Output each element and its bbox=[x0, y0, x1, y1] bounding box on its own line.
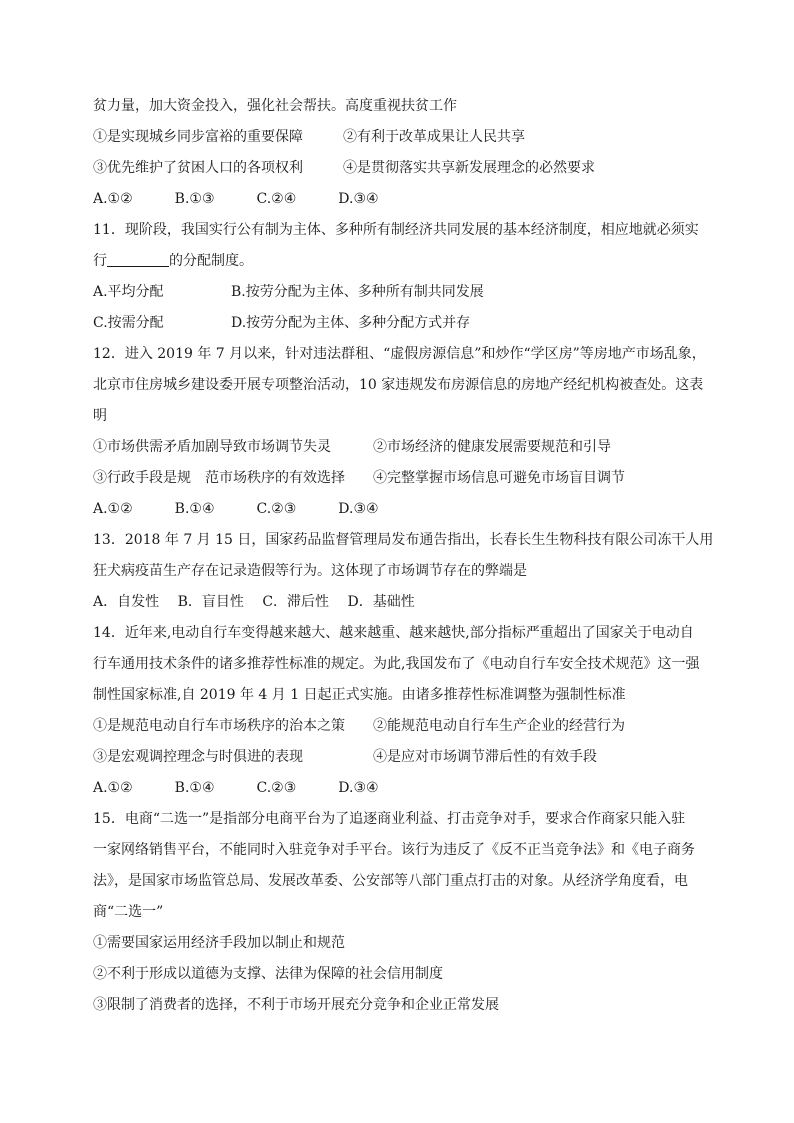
q10-statement-4: ④是贯彻落实共享新发展理念的必然要求 bbox=[343, 160, 595, 176]
q14-statements-row2 bbox=[93, 747, 713, 778]
q14-stem-line2: 行车通用技术条件的诸多推荐性标准的规定。为此,我国发布了《电动自行车安全技术规范》这一强 bbox=[93, 656, 700, 672]
q13-option-d: D．基础性 bbox=[347, 594, 415, 610]
q13-option-c: C．滞后性 bbox=[262, 594, 330, 610]
q12-option-c: C.②③ bbox=[256, 501, 297, 517]
q12-option-b: B.①④ bbox=[174, 501, 215, 517]
q12-stem-line3: 明 bbox=[93, 408, 107, 424]
q15-stem-line2: 一家网络销售平台，不能同时入驻竞争对手平台。该行为违反了《反不正当竞争法》和《电子商务 bbox=[93, 842, 695, 858]
q14-option-b: B.①④ bbox=[174, 780, 215, 796]
q14-statements-row1 bbox=[93, 716, 713, 747]
q13-options bbox=[93, 592, 713, 623]
q15-stem-line1: 15．电商“二选一”是指部分电商平台为了追逐商业利益、打击竞争对手，要求合作商家只能入驻 bbox=[93, 811, 686, 827]
q14-option-d: D.③④ bbox=[338, 780, 379, 796]
q11-option-d: D.按劳分配为主体、多种分配方式并存 bbox=[231, 315, 471, 331]
q14-statement-3: ③是宏观调控理念与时俱进的表现 bbox=[93, 749, 303, 765]
q12-statement-4: ④完整掌握市场信息可避免市场盲目调节 bbox=[373, 470, 625, 486]
q12-stem-line1: 12．进入 2019 年 7 月以来，针对违法群租、“虚假房源信息”和炒作“学区房”等房地产市场乱象， bbox=[93, 346, 706, 362]
q12-stem-line2: 北京市住房城乡建设委开展专项整治活动，10 家违规发布房源信息的房地产经纪机构被查处。这表 bbox=[93, 377, 704, 393]
q11-blank bbox=[107, 252, 169, 267]
q10-stem-tail: 贫力量，加大资金投入，强化社会帮扶。高度重视扶贫工作 bbox=[93, 98, 457, 114]
q10-statement-2: ②有利于改革成果让人民共享 bbox=[343, 129, 525, 145]
q10-option-a: A.①② bbox=[93, 191, 133, 207]
q12-option-d: D.③④ bbox=[338, 501, 379, 517]
q13-option-a: A．自发性 bbox=[93, 594, 160, 610]
q10-statements-row1 bbox=[93, 127, 713, 158]
q15-statement-1: ①需要国家运用经济手段加以制止和规范 bbox=[93, 935, 345, 951]
q11-stem-prefix: 行 bbox=[93, 253, 107, 269]
exam-page bbox=[93, 96, 713, 1026]
q14-statement-4: ④是应对市场调节滞后性的有效手段 bbox=[373, 749, 597, 765]
q15-stem-line3: 法》，是国家市场监管总局、发展改革委、公安部等八部门重点打击的对象。从经济学角度看，电 bbox=[93, 873, 688, 889]
q11-stem-line1: 11．现阶段，我国实行公有制为主体、多种所有制经济共同发展的基本经济制度，相应地就必须实 bbox=[93, 222, 699, 238]
q10-statement-1: ①是实现城乡同步富裕的重要保障 bbox=[93, 129, 303, 145]
q11-options-row2 bbox=[93, 313, 713, 344]
q13-option-b: B．盲目性 bbox=[177, 594, 244, 610]
q15-statement-3: ③限制了消费者的选择，不利于市场开展充分竞争和企业正常发展 bbox=[93, 997, 499, 1013]
q12-statements-row2 bbox=[93, 468, 713, 499]
q12-statement-1: ①市场供需矛盾加剧导致市场调节失灵 bbox=[93, 439, 331, 455]
q12-statement-2: ②市场经济的健康发展需要规范和引导 bbox=[373, 439, 611, 455]
q14-statement-2: ②能规范电动自行车生产企业的经营行为 bbox=[373, 718, 625, 734]
q10-option-c: C.②④ bbox=[256, 191, 297, 207]
q12-options bbox=[93, 499, 713, 530]
q10-statements-row2 bbox=[93, 158, 713, 189]
q14-option-a: A.①② bbox=[93, 780, 133, 796]
q13-stem-line2: 狂犬病疫苗生产存在记录造假等行为。这体现了市场调节存在的弊端是 bbox=[93, 563, 527, 579]
q11-stem-line2 bbox=[93, 251, 713, 282]
q15-statement-2: ②不利于形成以道德为支撑、法律为保障的社会信用制度 bbox=[93, 966, 443, 982]
q11-option-a: A.平均分配 bbox=[93, 284, 164, 300]
q12-option-a: A.①② bbox=[93, 501, 133, 517]
q14-statement-1: ①是规范电动自行车市场秩序的治本之策 bbox=[93, 718, 345, 734]
q13-stem-line1: 13．2018 年 7 月 15 日，国家药品监督管理局发布通告指出，长春长生生物科技有限公司冻干人用 bbox=[93, 532, 714, 548]
q10-options bbox=[93, 189, 713, 220]
q10-option-d: D.③④ bbox=[338, 191, 379, 207]
q14-stem-line3: 制性国家标准,自 2019 年 4 月 1 日起正式实施。由诸多推荐性标准调整为强制性标准 bbox=[93, 687, 626, 703]
q11-option-c: C.按需分配 bbox=[93, 315, 164, 331]
q12-statements-row1 bbox=[93, 437, 713, 468]
q14-option-c: C.②③ bbox=[256, 780, 297, 796]
q11-option-b: B.按劳分配为主体、多种所有制共同发展 bbox=[231, 284, 484, 300]
q15-stem-line4: 商“二选一” bbox=[93, 904, 164, 920]
q12-statement-3: ③行政手段是规 范市场秩序的有效选择 bbox=[93, 470, 345, 486]
q11-stem-suffix: 的分配制度。 bbox=[169, 253, 253, 269]
q10-statement-3: ③优先维护了贫困人口的各项权利 bbox=[93, 160, 303, 176]
q14-stem-line1: 14．近年来,电动自行车变得越来越大、越来越重、越来越快,部分指标严重超出了国家关于电动自 bbox=[93, 625, 694, 641]
q11-options-row1 bbox=[93, 282, 713, 313]
q14-options bbox=[93, 778, 713, 809]
q10-option-b: B.①③ bbox=[174, 191, 215, 207]
